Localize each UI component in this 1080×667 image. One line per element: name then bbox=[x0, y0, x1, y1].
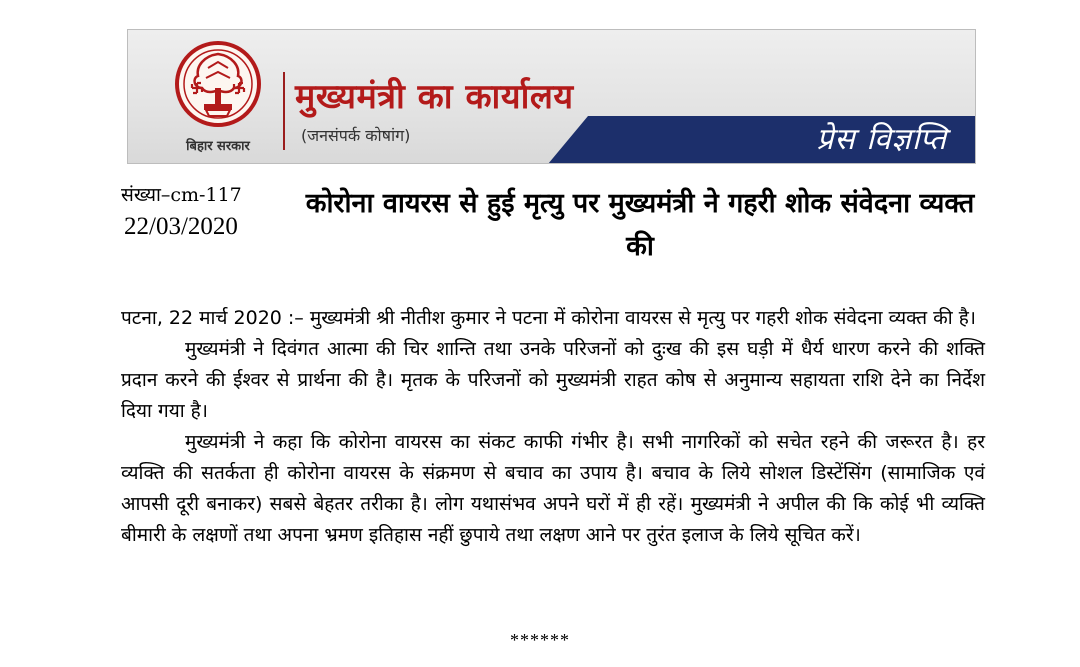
bodhi-tree-emblem-icon bbox=[168, 38, 268, 134]
reference-number: संख्या–cm-117 bbox=[121, 184, 242, 206]
headline: कोरोना वायरस से हुई मृत्यु पर मुख्यमंत्री ने गहरी शोक संवेदना व्यक्त की bbox=[305, 188, 975, 262]
header-divider bbox=[283, 72, 285, 150]
paragraph: पटना, 22 मार्च 2020 :– मुख्यमंत्री श्री नीतीश कुमार ने पटना में कोरोना वायरस से मृत्यु पर गहरी शोक संवेदना व्यक्त की है। bbox=[121, 307, 976, 329]
release-date: 22/03/2020 bbox=[124, 213, 238, 240]
office-subtitle: (जनसंपर्क कोषांग) bbox=[301, 126, 411, 145]
office-title: मुख्यमंत्री का कार्यालय bbox=[295, 77, 574, 117]
press-release-label: प्रेस विज्ञप्ति bbox=[816, 122, 947, 157]
bihar-government-emblem bbox=[168, 38, 268, 154]
logo-caption: बिहार सरकार bbox=[186, 139, 250, 154]
end-mark: ****** bbox=[510, 630, 570, 650]
press-release-banner bbox=[127, 29, 976, 164]
paragraph: मुख्यमंत्री ने दिवंगत आत्मा की चिर शान्ति तथा उनके परिजनों को दुःख की इस घड़ी में धैर्य धारण करने की शक्ति प्रदान करने की ईश्वर से प्रार्थना की है। मृतक के परिजनों को मुख्यमंत्री राहत कोष से अनुमान्य सहायता राशि देने का निर्देश दिया गया है। bbox=[121, 338, 985, 422]
paragraph: मुख्यमंत्री ने कहा कि कोरोना वायरस का संकट काफी गंभीर है। सभी नागरिकों को सचेत रहने की जरूरत है। हर व्यक्ति की सतर्कता ही कोरोना वायरस के संक्रमण से बचाव का उपाय है। बचाव के लिये सोशल डिस्टेंसिंग (सामाजिक एवं आपसी दूरी बनाकर) सबसे बेहतर तरीका है। लोग यथासंभव अपने घरों में ही रहें। मुख्यमंत्री ने अपील की कि कोई भी व्यक्ति बीमारी के लक्षणों तथा अपना भ्रमण इतिहास नहीं छुपाये तथा लक्षण आने पर तुरंत इलाज के लिये सूचित करें। bbox=[121, 431, 985, 546]
body-text bbox=[121, 303, 985, 551]
